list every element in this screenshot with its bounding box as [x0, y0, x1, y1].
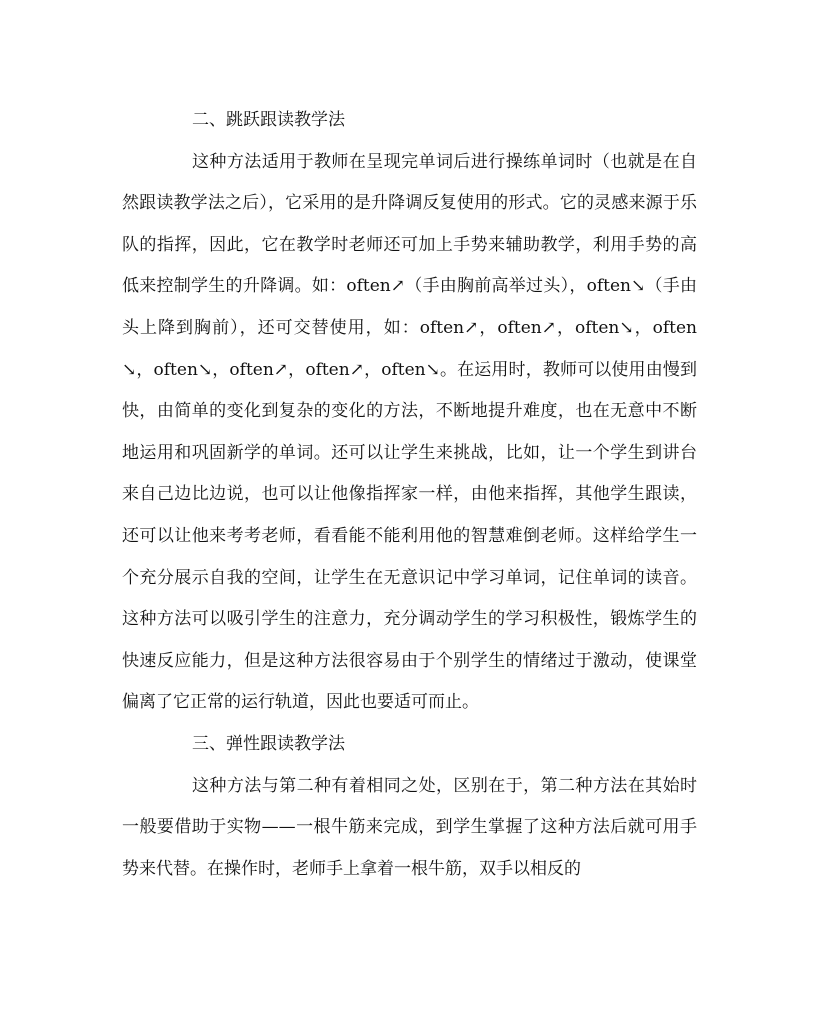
section-heading-2: 二、跳跃跟读教学法: [192, 110, 345, 130]
section-heading-3: 三、弹性跟读教学法: [192, 733, 345, 754]
section-paragraph-2: 这种方法适用于教师在呈现完单词后进行操练单词时（也就是在自然跟读教学法之后），它采用的是升降调反复使用的形式。它的灵感来源于乐队的指挥，因此，它在教学时老师还可加上手势来辅助教学，利用手势的高低来控制学生的升降调。如：often↗（手由胸前高举过头），often↘（手由头上降到胸前），还可交替使用，如：often↗，often↗，often↘，often↘，often↘，often↗，often↗，often↘。在运用时，教师可以使用由慢到快，由简单的变化到复杂的变化的方法，不断地提升难度，也在无意中不断地运用和巩固新学的单词。还可以让学生来挑战，比如，让一个学生到讲台来自己边比边说，也可以让他像指挥家一样，由他来指挥，其他学生跟读，还可以让他来考考老师，看看能不能利用他的智慧难倒老师。这样给学生一个充分展示自我的空间，让学生在无意识记中学习单词，记住单词的读音。这种方法可以吸引学生的注意力，充分调动学生的学习积极性，锻炼学生的快速反应能力，但是这种方法很容易由于个别学生的情绪过于激动，使课堂偏离了它正常的运行轨道，因此也要适可而止。: [122, 151, 697, 713]
document-body: [122, 100, 697, 890]
section-paragraph-3: 这种方法与第二种有着相同之处，区别在于，第二种方法在其始时一般要借助于实物——一根牛筋来完成，到学生掌握了这种方法后就可用手势来代替。在操作时，老师手上拿着一根牛筋，双手以相反的: [122, 775, 697, 879]
